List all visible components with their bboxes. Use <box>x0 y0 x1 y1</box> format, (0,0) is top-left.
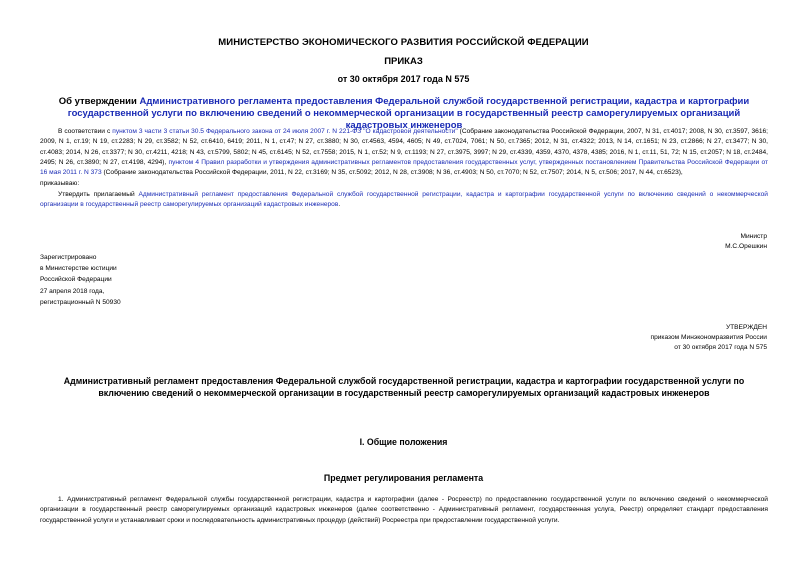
approve-paragraph <box>40 190 768 211</box>
approve-text-2: . <box>338 201 341 209</box>
registration-line: регистрационный N 50930 <box>40 298 121 306</box>
order-date: от 30 октября 2017 года N 575 <box>337 74 470 84</box>
preamble-paragraph <box>40 127 768 178</box>
registration-line: Зарегистрировано <box>40 254 97 261</box>
signature-block <box>725 232 767 252</box>
preamble-text-2: (Собрание законодательства Российской Федерации, 2007, N 31, ст.4017; 2008, N 30, ст.3597, 3616; 2009, N 1, ст.19; N 19, ст.2283; N 29, ст.3582; N 52, ст.6410, 6419; 2011, N 1, ст.47; N 27, ст.3880; N 30, ст.4563, 4594, 4605; N 49, ст.7024, 7061; N 50, ст.7365; 2012, N 31, ст.4322; 2013, N 14, ст.1651; N 23, ст.2866; N 27, ст.3477; N 30, ст.4083; 2014, N 26, ст.3377; N 30, ст.4211, 4218; N 43, ст.5799, 5802; N 45, ст.6145; N 52, ст.7558; 2015, N 1, ст.52; N 9, ст.1193; N 27, ст.3975, 3997; N 29, ст.4339, 4359, 4370, 4378, 4385; 2016, N 1, ст.11, 51, 72; N 15, ст.2057; N 18, ст.2484, 2495; N 26, ст.3890; N 27, ст.4198, 4294), <box>40 128 769 166</box>
approved-line: УТВЕРЖДЕН <box>725 324 767 331</box>
ministry-title: МИНИСТЕРСТВО ЭКОНОМИЧЕСКОГО РАЗВИТИЯ РОССИЙСКОЙ ФЕДЕРАЦИИ <box>218 37 589 48</box>
order-title: ПРИКАЗ <box>384 56 423 67</box>
registration-block <box>40 252 121 308</box>
approved-regulation-link[interactable]: Административный регламент предоставления Федеральной службой государственной регистрации, кадастра и картографии государственной услуги по включению сведений о некоммерческой организации в государственный реестр саморегулируемых организаций кадастровых инженеров <box>40 191 768 209</box>
regulation-rules-link[interactable]: пунктом 4 Правил разработки и утверждения административных регламентов предоставления государственных услуг, утвержденных постановлением Правительства Российской Федерации от 16 мая 2011 г. N 373 <box>40 158 768 177</box>
headline-regulation-link[interactable]: Административного регламента предоставления Федеральной службой государственной регистрации, кадастра и картографии государственной услуги по включению сведений о некоммерческой организации в государственный реестр саморегулируемых организаций кадастровых инженеров <box>67 96 750 131</box>
approved-line: приказом Минэкономразвития России <box>650 334 767 342</box>
signature-position: Министр <box>740 233 767 240</box>
order-word: приказываю: <box>40 180 80 187</box>
preamble-text-3: (Собрание законодательства Российской Федерации, 2011, N 22, ст.3169; N 35, ст.5092; 2012, N 28, ст.3908; N 36, ст.4903; N 50, ст.7070; N 52, ст.7507; 2014, N 5, ст.506; 2017, N 44, ст.6523), <box>101 169 683 177</box>
approved-stamp <box>651 323 768 354</box>
headline-prefix: Об утверждении <box>58 96 140 107</box>
approve-text-1: Утвердить прилагаемый <box>58 191 139 198</box>
registration-line: 27 апреля 2018 года, <box>40 287 105 295</box>
section-title: I. Общие положения <box>359 437 448 447</box>
registration-line: в Министерстве юстиции <box>40 265 117 273</box>
clause-1: 1. Административный регламент Федеральной службы государственной регистрации, кадастра и картографии (далее - Росреестр) по предоставлению государственной услуги по включению сведений о некоммерческой организации в государственный реестр саморегулируемых организаций кадастровых инженеров (далее соответственно - Административный регламент, государственная услуга, Реестр) определяет стандарт предоставления государственной услуги и устанавливает сроки и последовательность административных процедур (действий) Росреестра при предоставлении государственной услуги. <box>40 496 768 524</box>
approved-line: от 30 октября 2017 года N 575 <box>674 344 767 352</box>
signature-name: М.С.Орешкин <box>725 243 767 250</box>
regulation-title: Административный регламент предоставления Федеральной службой государственной регистрации, кадастра и картографии государственной услуги по включению сведений о некоммерческой организации в государственный реестр саморегулируемых организаций кадастровых инженеров <box>63 376 745 398</box>
registration-line: Российской Федерации <box>40 276 112 284</box>
preamble-text-1: В соответствии с <box>58 128 113 135</box>
federal-law-link[interactable]: пунктом 3 части 3 статьи 30.5 Федерального закона от 24 июля 2007 г. N 221-ФЗ "О кадастровой деятельности" <box>112 128 458 135</box>
subsection-title: Предмет регулирования регламента <box>323 473 484 483</box>
